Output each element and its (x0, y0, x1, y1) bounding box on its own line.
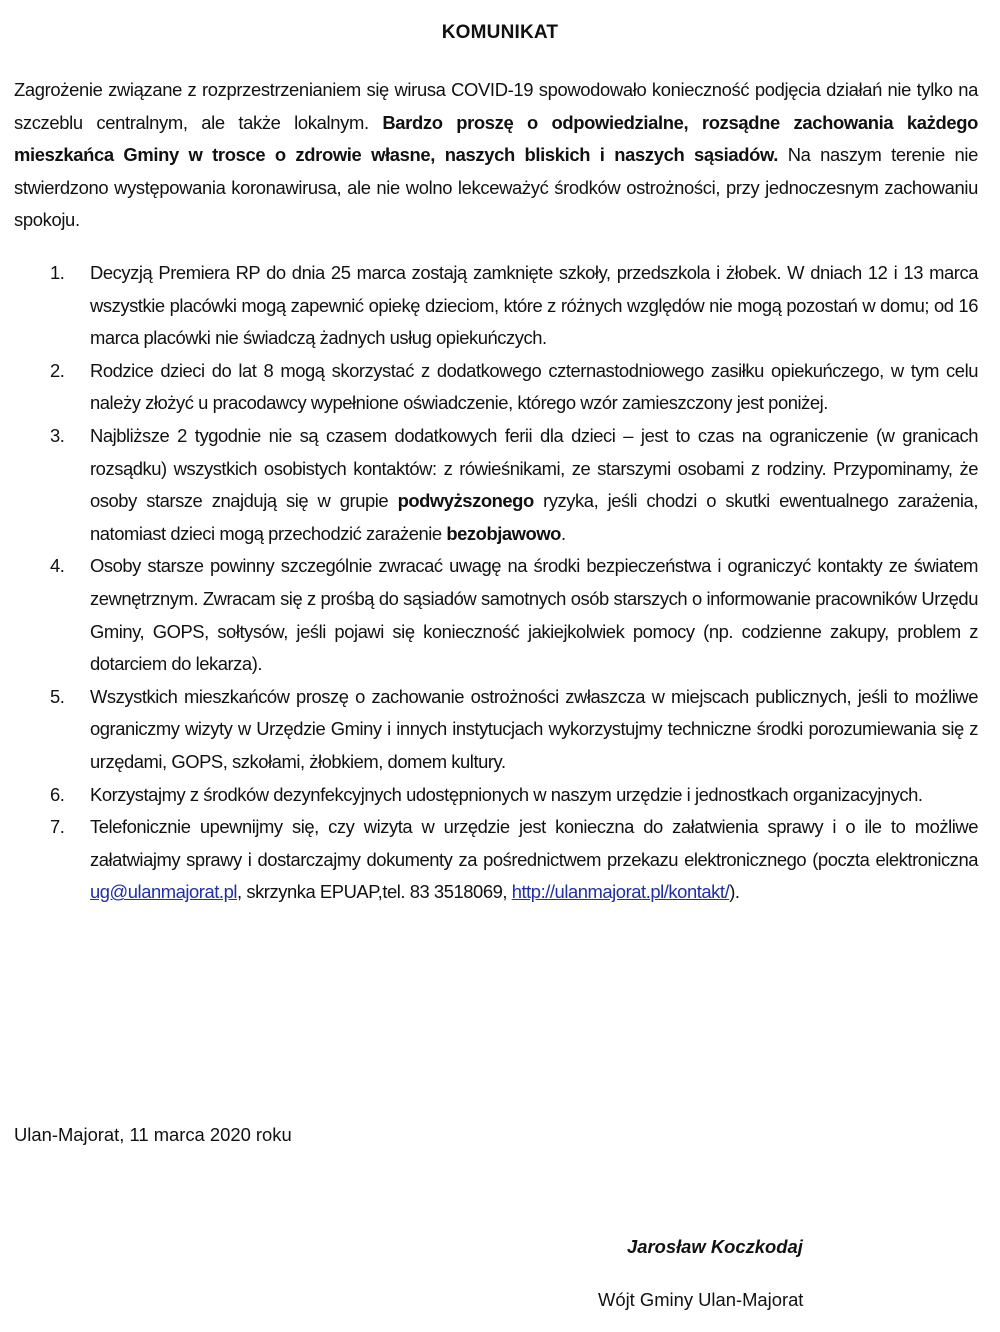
intro-paragraph (14, 74, 978, 237)
list-item (0, 811, 978, 909)
intro-bold-appeal: Bardzo proszę o odpowiedzialne, rozsądne zachowania każdego mieszkańca Gminy w trosce o zdrowie własne, naszych bliskich i naszych sąsiadów. (14, 111, 978, 165)
list-item-text: ). (729, 881, 740, 903)
list-item (0, 355, 978, 420)
list-item-text: Rodzice dzieci do lat 8 mogą skorzystać z dodatkowego czternastodniowego zasiłku opiekuńczego, w tym celu należy złożyć u pracodawcy wypełnione oświadczenie, którego wzór zamieszczony jest poniżej. (90, 359, 978, 414)
intro-text-1: Zagrożenie związane z rozprzestrzenianiem się wirusa COVID-19 spowodowało konieczność podjęcia działań nie tylko na szczeblu centralnym, ale także lokalnym. (14, 79, 978, 133)
document-title: KOMUNIKAT (441, 22, 559, 43)
place-and-date: Ulan-Majorat, 11 marca 2020 roku (14, 1124, 292, 1145)
list-item-text: ryzyka, jeśli chodzi o skutki ewentualnego zarażenia, natomiast dzieci mogą przechodzić zarażenie (90, 490, 978, 544)
list-number: 6. (50, 783, 65, 805)
contact-url-link[interactable]: http://ulanmajorat.pl/kontakt/ (511, 881, 730, 903)
list-item-text: Decyzją Premiera RP do dnia 25 marca zostają zamknięte szkoły, przedszkola i żłobek. W dniach 12 i 13 marca wszystkie placówki mogą zapewnić opiekę dzieciom, które z różnych względów nie mogą pozostań w domu; od 16 marca placówki nie świadczą żadnych usług opiekuńczych. (90, 262, 978, 349)
list-number: 1. (50, 262, 65, 283)
bold-phrase: podwyższonego (397, 490, 534, 512)
list-number: 3. (50, 424, 65, 446)
list-item (0, 550, 978, 680)
numbered-list (0, 257, 1000, 909)
bold-phrase: bezobjawowo (446, 522, 561, 544)
list-item-text: Osoby starsze powinny szczególnie zwracać uwagę na środki bezpieczeństwa i ograniczyć kontakty ze światem zewnętrznym. Zwracam się z prośbą do sąsiadów samotnych osób starszych o informowanie pracowników Urzędu Gminy, GOPS, sołtysów, jeśli pojawi się konieczność jakiejkolwiek pomocy (np. codzienne zakupy, problem z dotarciem do lekarza). (90, 555, 978, 675)
signature-role: Wójt Gminy Ulan-Majorat (598, 1289, 804, 1310)
signature-name: Jarosław Koczkodaj (627, 1236, 803, 1257)
email-link[interactable]: ug@ulanmajorat.pl (90, 881, 237, 903)
list-item-text: , skrzynka EPUAP,tel. 83 3518069, (237, 881, 512, 903)
list-item-text: Najbliższe 2 tygodnie nie są czasem dodatkowych ferii dla dzieci – jest to czas na ograniczenie (w granicach rozsądku) wszystkich osobistych kontaktów: z rówieśnikami, ze starszymi osobami z rodziny. Przypominamy, że osoby starsze znajdują się w grupie (90, 424, 978, 512)
list-item-text: . (560, 522, 566, 544)
list-item (0, 420, 978, 550)
list-number: 7. (50, 816, 65, 838)
list-number: 5. (50, 685, 65, 707)
list-item-text: Wszystkich mieszkańców proszę o zachowanie ostrożności zwłaszcza w miejscach publicznych, jeśli to możliwe ograniczmy wizyty w Urzędzie Gminy i innych instytucjach wykorzystujmy techniczne środki porozumiewania się z urzędami, GOPS, szkołami, żłobkiem, domem kultury. (90, 685, 978, 772)
list-number: 2. (50, 359, 65, 381)
list-item (0, 681, 978, 779)
list-number: 4. (50, 555, 65, 577)
list-item (0, 257, 978, 355)
list-item (0, 779, 978, 812)
intro-text-2: Na naszym terenie nie stwierdzono występowania koronawirusa, ale nie wolno lekceważyć środków ostrożności, przy jednoczesnym zachowaniu spokoju. (14, 144, 978, 230)
list-item-text: Telefonicznie upewnijmy się, czy wizyta w urzędzie jest konieczna do załatwienia sprawy i o ile to możliwe załatwiajmy sprawy i dostarczajmy dokumenty za pośrednictwem przekazu elektronicznego (poczta elektroniczna (90, 816, 978, 870)
list-item-text: Korzystajmy z środków dezynfekcyjnych udostępnionych w naszym urzędzie i jednostkach organizacyjnych. (90, 783, 923, 805)
